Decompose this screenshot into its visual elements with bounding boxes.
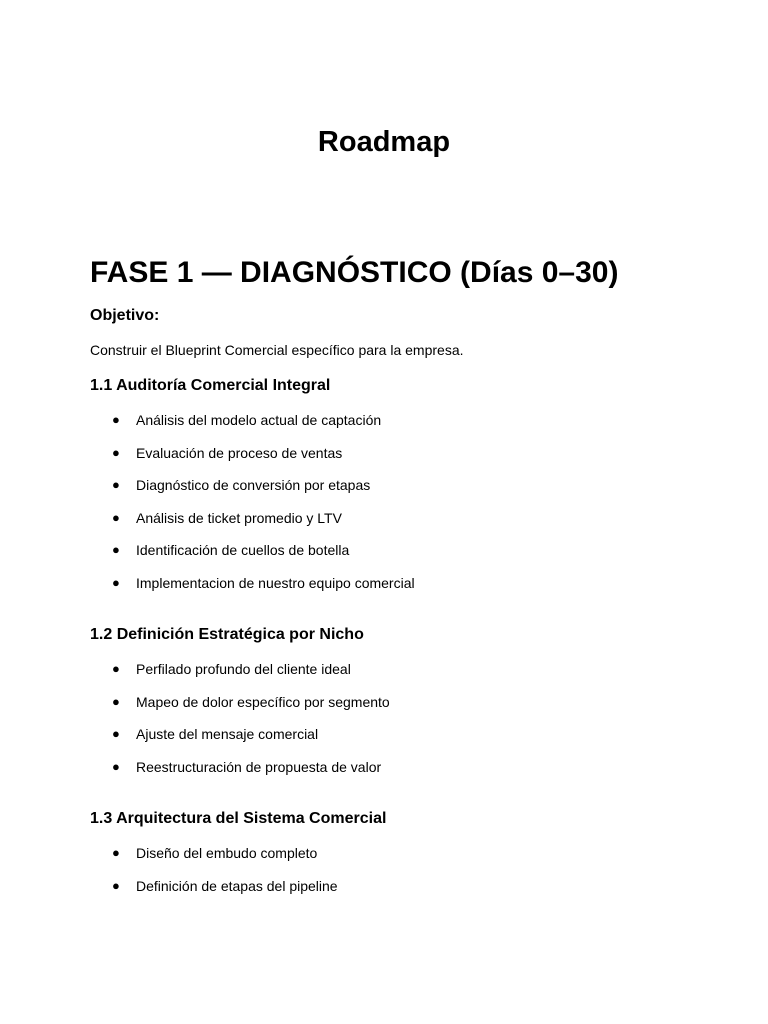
list-item-text: Perfilado profundo del cliente ideal bbox=[136, 661, 351, 677]
list-item-text: Análisis del modelo actual de captación bbox=[136, 412, 382, 428]
section-heading-arquitectura: 1.3 Arquitectura del Sistema Comercial bbox=[90, 810, 387, 827]
bullet-icon: ● bbox=[112, 477, 120, 493]
list-item-text: Diseño del embudo completo bbox=[136, 845, 318, 861]
section-heading-definicion: 1.2 Definición Estratégica por Nicho bbox=[90, 626, 364, 643]
bullet-icon: ● bbox=[112, 845, 120, 860]
bullet-icon: ● bbox=[112, 693, 120, 709]
bullet-icon: ● bbox=[112, 726, 120, 742]
section-heading-auditoria: 1.1 Auditoría Comercial Integral bbox=[90, 377, 331, 394]
objective-label: Objetivo: bbox=[90, 307, 160, 324]
list-item-text: Ajuste del mensaje comercial bbox=[136, 726, 319, 743]
bullet-icon: ● bbox=[112, 509, 120, 525]
objective-text: Construir el Blueprint Comercial específico para la empresa. bbox=[90, 342, 464, 358]
bullet-icon: ● bbox=[112, 661, 120, 676]
bullet-icon: ● bbox=[112, 542, 120, 558]
list-item-text: Mapeo de dolor específico por segmento bbox=[136, 693, 390, 710]
bullet-icon: ● bbox=[112, 758, 120, 774]
bullet-icon: ● bbox=[112, 877, 120, 893]
list-item-text: Evaluación de proceso de ventas bbox=[136, 444, 343, 461]
document-title: Roadmap bbox=[317, 126, 451, 158]
list-item-text: Diagnóstico de conversión por etapas bbox=[136, 477, 371, 494]
bullet-icon: ● bbox=[112, 574, 120, 590]
list-item-text: Identificación de cuellos de botella bbox=[136, 542, 350, 559]
list-item-text: Análisis de ticket promedio y LTV bbox=[136, 509, 342, 526]
bullet-icon: ● bbox=[112, 412, 120, 427]
list-item-text: Reestructuración de propuesta de valor bbox=[136, 758, 382, 775]
phase-title: FASE 1 — DIAGNÓSTICO (Días 0–30) bbox=[90, 256, 619, 289]
list-item-text: Implementacion de nuestro equipo comercial bbox=[136, 574, 415, 591]
bullet-icon: ● bbox=[112, 444, 120, 460]
list-item-text: Definición de etapas del pipeline bbox=[136, 877, 338, 894]
